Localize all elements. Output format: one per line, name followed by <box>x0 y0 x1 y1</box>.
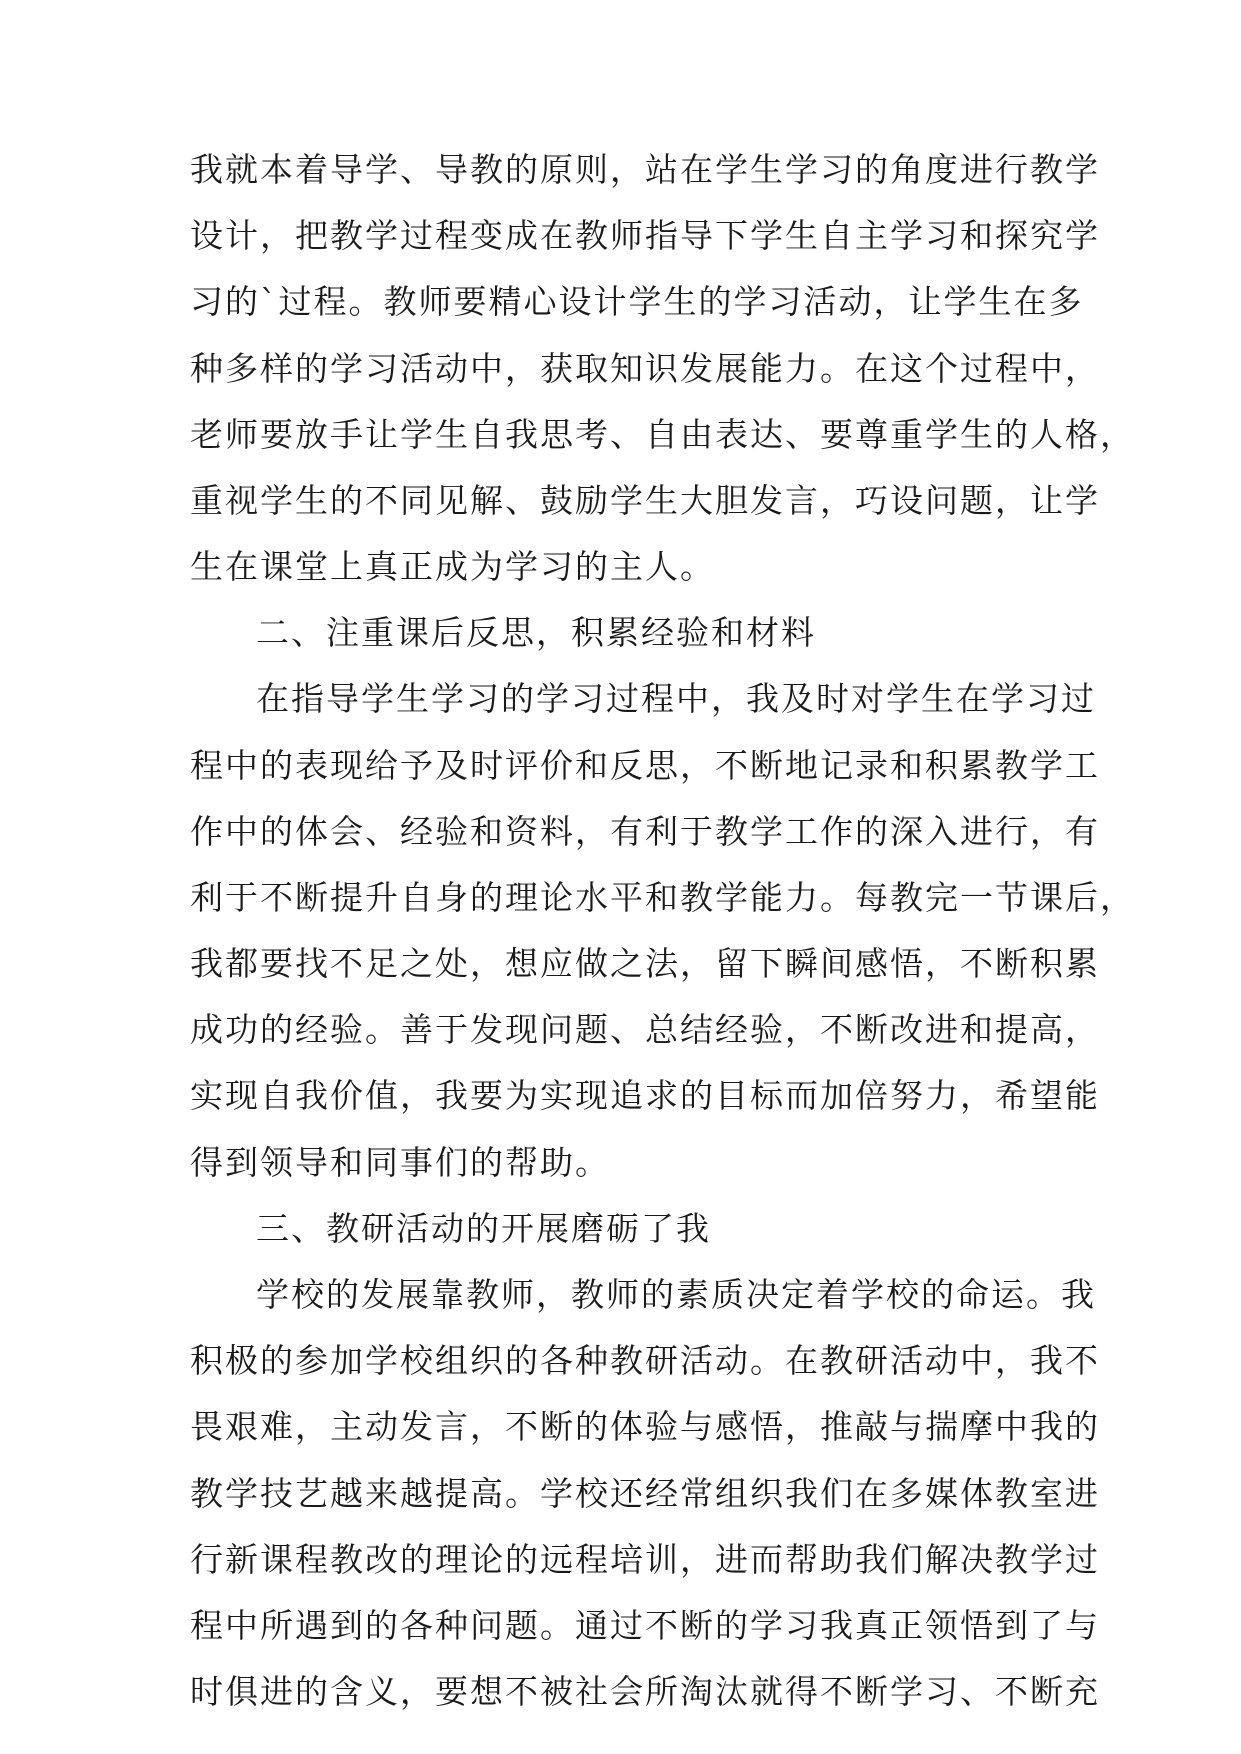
text-line: 成功的经验。善于发现问题、总结经验，不断改进和提高， <box>190 1010 1100 1049</box>
text-line: 积极的参加学校组织的各种教研活动。在教研活动中，我不 <box>190 1341 1100 1380</box>
text-line: 我都要找不足之处，想应做之法，留下瞬间感悟，不断积累 <box>190 944 1100 983</box>
text-line: 利于不断提升自身的理论水平和教学能力。每教完一节课后， <box>190 878 1135 917</box>
text-line: 时俱进的含义，要想不被社会所淘汰就得不断学习、不断充 <box>190 1672 1100 1711</box>
text-line: 畏艰难，主动发言，不断的体验与感悟，推敲与揣摩中我的 <box>190 1407 1100 1446</box>
text-line: 我就本着导学、导教的原则，站在学生学习的角度进行教学 <box>190 150 1100 189</box>
text-line: 重视学生的不同见解、鼓励学生大胆发言，巧设问题，让学 <box>190 481 1100 520</box>
text-line: 实现自我价值，我要为实现追求的目标而加倍努力，希望能 <box>190 1076 1100 1115</box>
text-line: 学校的发展靠教师，教师的素质决定着学校的命运。我 <box>256 1275 1096 1314</box>
section-heading: 二、注重课后反思，积累经验和材料 <box>256 613 816 652</box>
text-line: 程中所遇到的各种问题。通过不断的学习我真正领悟到了与 <box>190 1606 1100 1645</box>
text-line: 在指导学生学习的学习过程中，我及时对学生在学习过 <box>256 679 1096 718</box>
text-line: 作中的体会、经验和资料，有利于教学工作的深入进行，有 <box>190 812 1100 851</box>
text-line: 教学技艺越来越提高。学校还经常组织我们在多媒体教室进 <box>190 1474 1100 1513</box>
section-heading: 三、教研活动的开展磨砺了我 <box>256 1209 711 1248</box>
text-line: 习的`过程。教师要精心设计学生的学习活动，让学生在多 <box>190 282 1084 321</box>
text-line: 老师要放手让学生自我思考、自由表达、要尊重学生的人格， <box>190 415 1135 454</box>
text-line: 程中的表现给予及时评价和反思，不断地记录和积累教学工 <box>190 746 1100 785</box>
text-line: 得到领导和同事们的帮助。 <box>190 1143 610 1182</box>
text-line: 种多样的学习活动中，获取知识发展能力。在这个过程中， <box>190 349 1100 388</box>
text-line: 设计，把教学过程变成在教师指导下学生自主学习和探究学 <box>190 216 1100 255</box>
text-line: 行新课程教改的理论的远程培训，进而帮助我们解决教学过 <box>190 1540 1100 1579</box>
text-line: 生在课堂上真正成为学习的主人。 <box>190 547 715 586</box>
